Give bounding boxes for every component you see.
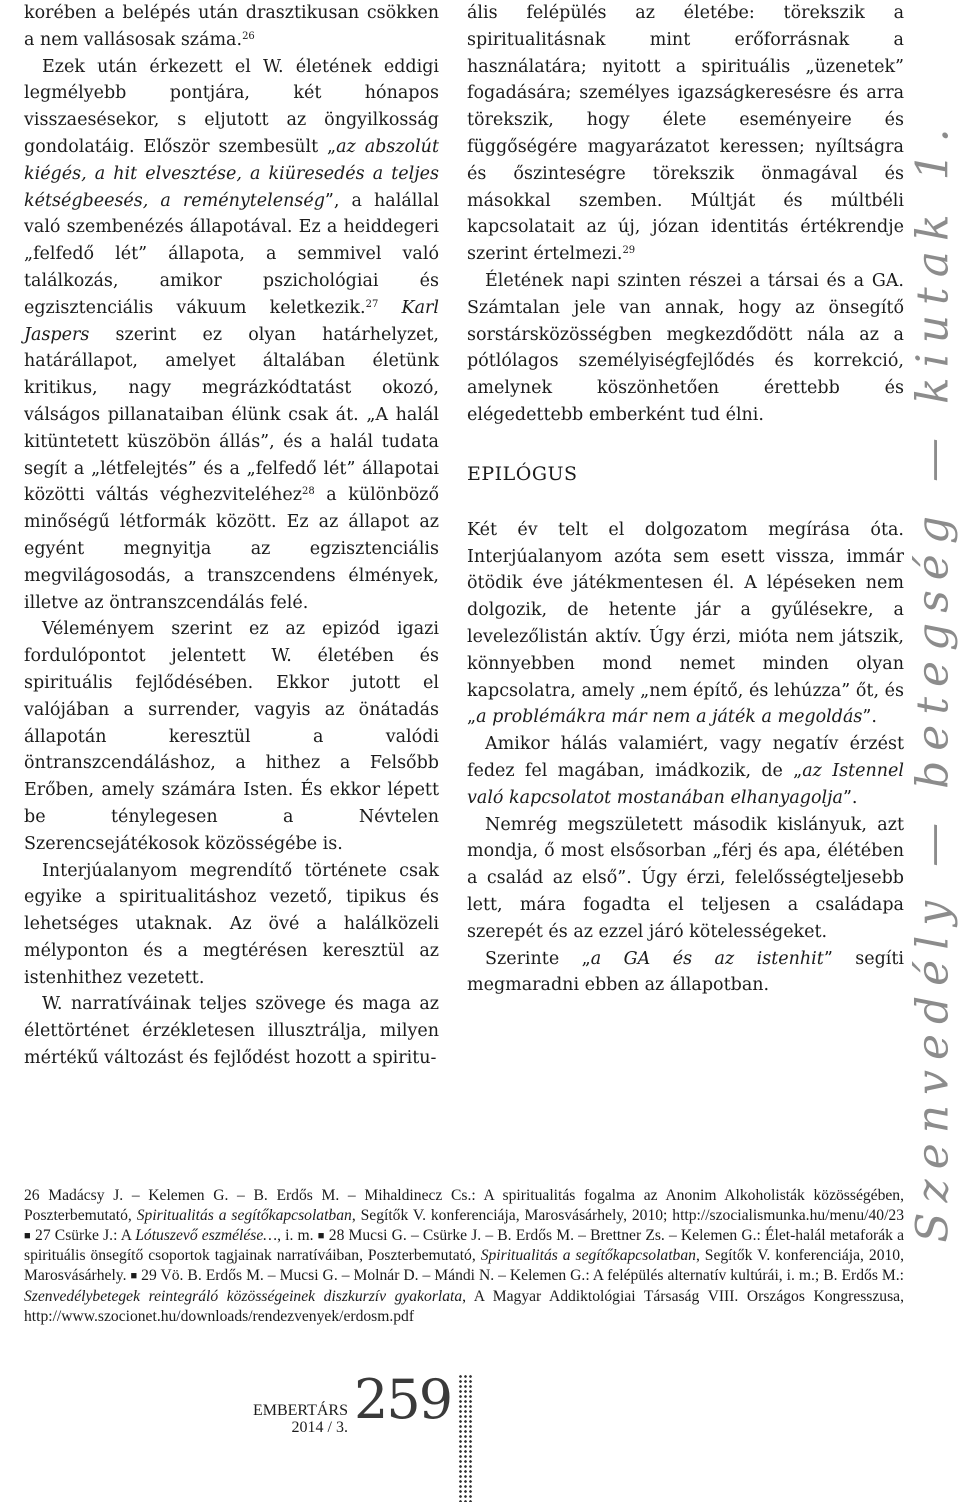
italic-text: a problémákra már nem a játék a megoldás <box>476 707 863 728</box>
text-run: ” segíti megmaradni ebben az állapotban. <box>467 948 904 996</box>
section-title-text: Szenvedély — betegség — kiutak 1. <box>907 117 959 1243</box>
footnote-ref: 26 <box>242 30 255 42</box>
separator-square-icon: ■ <box>24 1229 31 1242</box>
text-run: 29 Vö. B. Erdős M. – Mucsi G. – Molnár D. – Mándi N. – Kelemen G.: A felépülés alternatív kultúrái, i. m.; B. Erdős M.: <box>137 1267 904 1285</box>
text-run: a különböző minőségű létformák között. Ez az állapot az egyént megnyitja az egzisztenciális megvilágosodás, a transzcendens élmények, illetve az öntranszcendálás felé. <box>24 485 439 613</box>
footnote-ref: 27 <box>365 298 379 310</box>
text-run: Életének napi szinten részei a társai és a GA. Számtalan jele van annak, hogy az önsegítő sorstársközösségben megkezdődött nála az a pótlólagos személyiségfejlődés és korrekció, amelynek köszönhetően érettebb és elégedettebb emberként tud élni. <box>467 270 904 425</box>
italic-text: Spiritualitás a segítőkapcsolatban <box>136 1206 352 1224</box>
text-run: 27 Csürke J.: A <box>30 1226 136 1244</box>
italic-text: az abszolút kiégés, a hit elvesztése, a kiüresedés a teljes kétségbeesés, a reménytelenség <box>24 136 439 211</box>
text-run: Nemrég megszületett második kislányuk, azt mondja, ő most elsősorban „férj és apa, élétében a család az első”. Úgy érzi, felelősségteljesebb lett, mára fogadta el teljesen a családapa szerepét és az ezzel járó kötelességeket. <box>467 814 904 942</box>
paragraph <box>24 858 439 992</box>
section-heading: EPILÓGUS <box>467 462 578 485</box>
footnote-ref: 29 <box>622 245 636 257</box>
text-run: , A Magyar Addiktológiai Társaság VIII. Országos Kongresszusa, http://www.szocionet.hu/downloads/rendezvenyek/erdosm.pdf <box>24 1287 904 1325</box>
paragraph <box>24 616 439 857</box>
italic-text: az Istennel való kapcsolatot mostanában elhanyagolja <box>467 760 904 808</box>
italic-text: Karl Jaspers <box>24 297 439 345</box>
italic-text: Spiritualitás a segítőkapcsolatban <box>480 1247 696 1265</box>
text-run: 26 Madácsy J. – Kelemen G. – B. Erdős M. – Mihaldinecz Cs.: A spiritualitás fogalma az Anonim Alkoholisták közösségében, Poszterbemutató, <box>24 1187 904 1224</box>
text-run: ”. <box>862 707 877 728</box>
journal-info <box>236 1402 348 1436</box>
left-column <box>24 0 439 1072</box>
text-run: Véleményem szerint ez az epizód igazi fordulópontot jelentett W. életében és spirituális fejlődésében. Ekkor jutott el valójában a surrender, vagyis az önátadás állapotán keresztül a valódi öntranszcendáláshoz, a hithez a Felsőbb Erőben, amely számára Isten. És ekkor lépett be ténylegesen a Névtelen Szerencsejátékosok közösségébe is. <box>24 619 439 854</box>
text-run: Két év telt el dolgozatom megírása óta. Interjúalanyom azóta sem esett vissza, immár ötödik éve játékmentesen él. A lépéseken nem dolgozik, de hetente jár a gyűlésekre, a levelezőlistán aktív. Úgy érzi, mióta nem játszik, könnyebben mond nemet minden olyan kapcsolatra, amely „nem építő, és lehúzza” őt, és „ <box>467 519 904 728</box>
text-run: Interjúalanyom megrendítő története csak egyike a spiritualitáshoz vezető, tipikus és lehetséges utaknak. Az övé a halálközeli mélyponton és a megtérésen keresztül az istenhithez vezetett. <box>24 860 439 988</box>
text-run: 28 Mucsi G. – Csürke J. – B. Erdős M. – Brettner Zs. – Kelemen G.: Élet-halál metaforák a spirituális önsegítő csoportok tagjainak narratíváiban, Poszterbemutató, <box>24 1226 904 1265</box>
text-run: ”, a halállal való szembenézés állapotával. Ez a heiddegeri „felfedő lét” állapota, a semmivel való találkozás, amikor pszichológiai és egzisztenciális vákuum keletkezik. <box>24 190 439 318</box>
paragraph <box>467 0 904 268</box>
text-run <box>378 298 401 318</box>
decorative-dot-pattern <box>458 1374 472 1502</box>
text-run: , Segítők V. konferenciája, Marosvásárhely, 2010; http://szocialismunka.hu/menu/40/23 <box>351 1206 904 1224</box>
section-title-vertical <box>906 0 960 1360</box>
paragraph <box>467 812 904 946</box>
paragraph <box>467 946 904 1000</box>
text-run: Szerinte „ <box>485 948 591 969</box>
paragraph <box>467 517 904 731</box>
footnotes <box>24 1186 904 1327</box>
text-run: korében a belépés után drasztikusan csökken a nem vallásosak száma. <box>24 3 439 50</box>
paragraph <box>467 731 904 811</box>
text-run: , Segítők V. konferenciája, 2010, Marosvásárhely. <box>24 1247 904 1285</box>
paragraph <box>467 268 904 429</box>
page-number: 259 <box>354 1368 452 1431</box>
footnote-ref: 28 <box>301 486 315 498</box>
text-run: Amikor hálás valamiért, vagy negatív érzést fedez fel magában, imádkozik, de „ <box>467 734 904 781</box>
text-run: W. narratíváinak teljes szövege és maga az élettörténet érzékletesen illusztrálja, milyen mértékű változást és fejlődést hozott a spiritu- <box>24 994 439 1069</box>
page-footer <box>236 1368 476 1498</box>
text-run: ”. <box>842 787 858 808</box>
paragraph <box>24 991 439 1071</box>
italic-text: a GA és az istenhit <box>590 948 824 969</box>
journal-name: EMBERTÁRS <box>252 1402 348 1419</box>
italic-text: Lótuszevő eszmélése… <box>135 1226 278 1244</box>
paragraph <box>24 54 439 617</box>
separator-square-icon: ■ <box>130 1270 138 1283</box>
paragraph <box>24 0 439 54</box>
text-run: ális felépülés az életébe: törekszik a spiritualitásnak mint erőforrásnak a használatára; nyitott a spirituális „üzenetek” fogadására; személyes igazságkeresésre és arra törekszik, hogy élete eseményeire és függőségére magyarázatot keressen; nyíltságra és őszinteségre törekszik önmagával és másokkal szemben. Múltját és múltbéli kapcsolatait az új, józan identitás értékrendje szerint értelmezi. <box>467 3 904 265</box>
italic-text: Szenvedélybetegek reintegráló közösségeinek diszkurzív gyakorlata <box>24 1287 463 1305</box>
right-column <box>467 0 904 999</box>
text-run: , i. m. <box>277 1226 318 1244</box>
separator-square-icon: ■ <box>317 1229 325 1242</box>
text-run: Ezek után érkezett el W. életének eddigi legmélyebb pontjára, két hónapos visszaesésekor, s eljutott az öngyilkosság gondolatáig. Először szembesült „ <box>24 56 439 157</box>
text-run: szerint ez olyan határhelyzet, határállapot, amelyet általában életünk kritikus, nagy megrázkódtatást okozó, válságos pillanataiban élünk csak át. „A halál kitüntetett küszöbön állás”, és a halál tudata segít a „létfelejtés” és a „felfedő lét” állapotai közötti váltás véghezviteléhez <box>24 324 439 506</box>
journal-issue: 2014 / 3. <box>291 1419 348 1436</box>
